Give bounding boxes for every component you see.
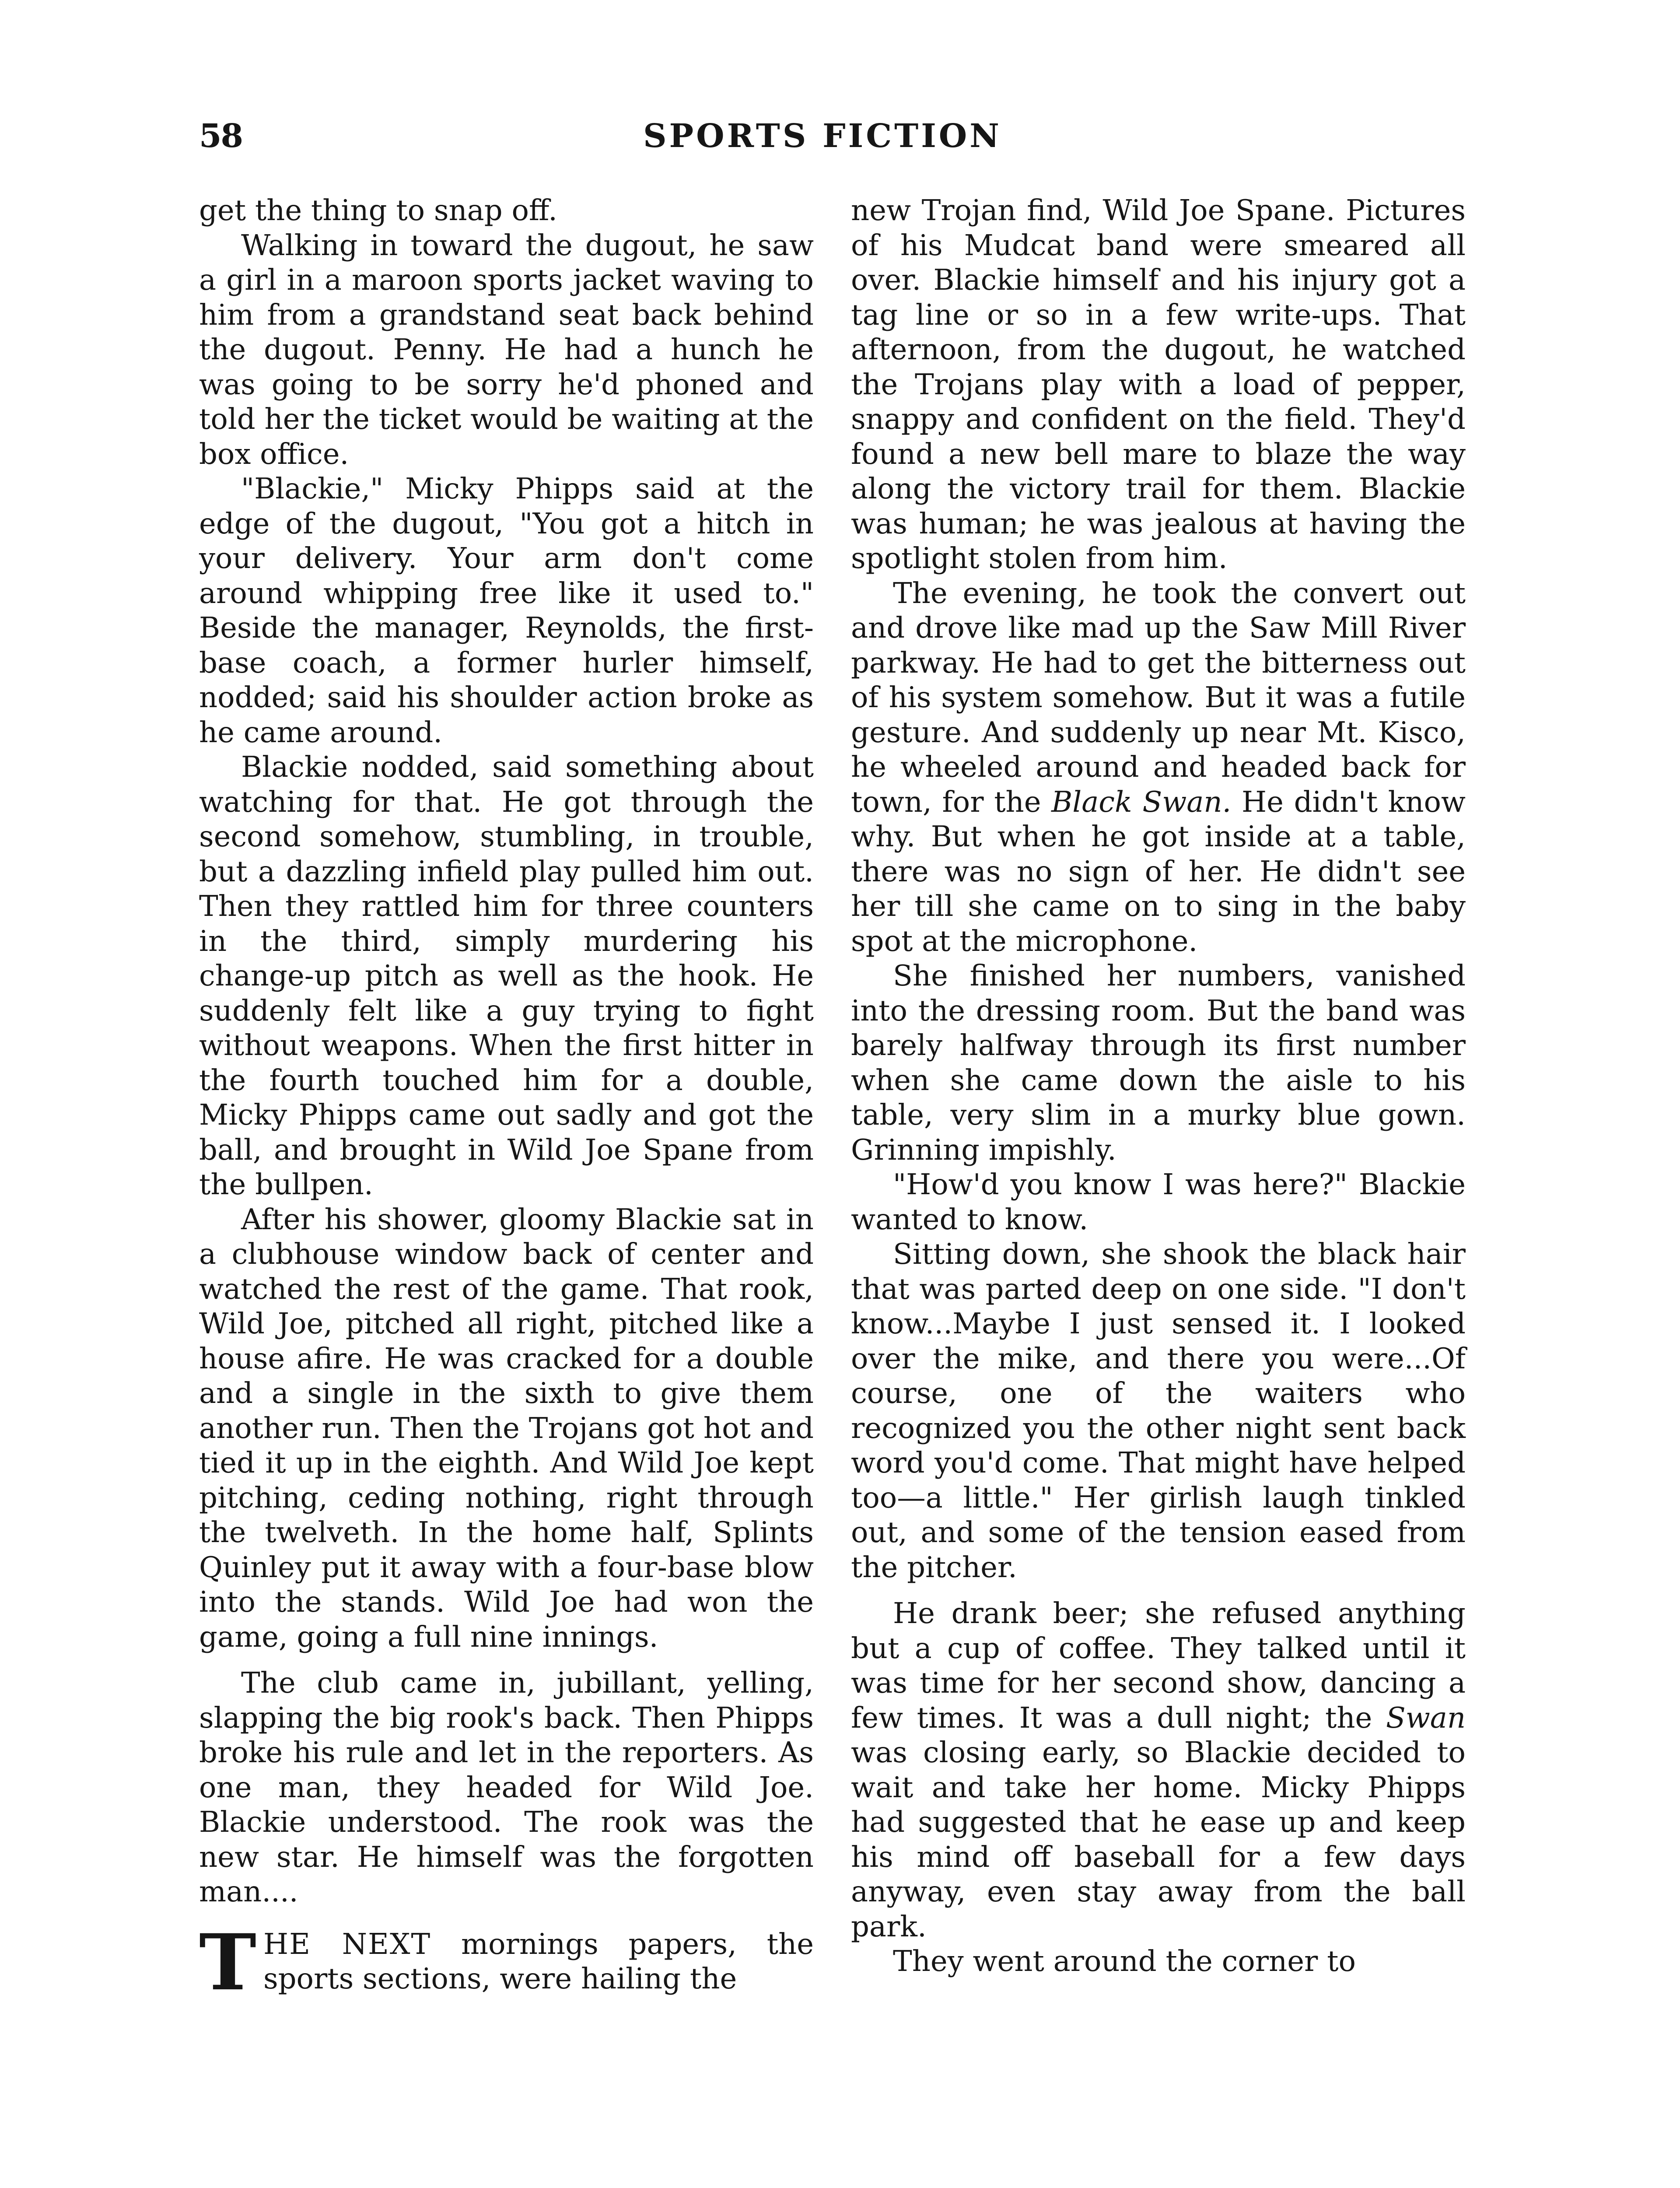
section-opening-paragraph (199, 1917, 814, 2008)
paragraph-text: The evening, he took the convert out and drove like mad up the Saw Mill River parkway. He had to get the bitterness out of his system somehow. But it was a futile gesture. And suddenly up near Mt. Kisco, he wheeled around and headed back for town, for the (851, 576, 1466, 819)
page-number: 58 (199, 117, 242, 155)
paragraph: Sitting down, she shook the black hair that was parted deep on one side. "I don't know...Maybe I just sensed it. I looked over the mike, and there you were...Of course, one of the waiters who recognized you the other night sent back word you'd come. That might have helped too—a little." Her girlish laugh tinkled out, and some of the tension eased from the pitcher. (851, 1238, 1466, 1584)
left-column (199, 193, 814, 2008)
paragraph: She finished her numbers, vanished into the dressing room. But the band was barely halfway through its first number when she came down the aisle to his table, very slim in a murky blue gown. Grinning impishly. (851, 959, 1466, 1167)
paragraph: Walking in toward the dugout, he saw a girl in a maroon sports jacket waving to him from a grandstand seat back behind the dugout. Penny. He had a hunch he was going to be sorry he'd phoned and told her the ticket would be waiting at the box office. (199, 228, 814, 471)
italic-name: Swan (1386, 1701, 1466, 1735)
paragraph: new Trojan find, Wild Joe Spane. Pictures of his Mudcat band were smeared all over. Blackie himself and his injury got a tag line or so in a few write-ups. That afternoon, from the dugout, he watched the Trojans play with a load of pepper, snappy and confident on the field. They'd found a new bell mare to blaze the way along the victory trail for them. Blackie was human; he was jealous at having the spotlight stolen from him. (851, 194, 1466, 575)
paragraph (851, 576, 1466, 959)
paragraph-text: mornings papers, the sports sections, were hailing the (263, 1927, 814, 1995)
paragraph-text: He didn't know why. But when he got inside at a table, there was no sign of her. He didn't see her till she came on to sing in the baby spot at the microphone. (851, 785, 1466, 958)
right-column (851, 193, 1466, 1979)
paragraph: get the thing to snap off. (199, 194, 557, 227)
running-head: SPORTS FICTION (643, 117, 1002, 155)
paragraph: After his shower, gloomy Blackie sat in a clubhouse window back of center and watched the rest of the game. That rook, Wild Joe, pitched all right, pitched like a house afire. He was cracked for a double and a single in the sixth to give them another run. Then the Trojans got hot and tied it up in the eighth. And Wild Joe kept pitching, ceding nothing, right through the twelveth. In the home half, Splints Quinley put it away with a four-base blow into the stands. Wild Joe had won the game, going a full nine innings. (199, 1203, 814, 1654)
paragraph: "Blackie," Micky Phipps said at the edge of the dugout, "You got a hitch in your delivery. Your arm don't come around whipping free like it used to." Beside the manager, Reynolds, the first-base coach, a former hurler himself, nodded; said his shoulder action broke as he came around. (199, 472, 814, 749)
small-caps-lead: HE NEXT (263, 1927, 431, 1961)
drop-cap: T (199, 1917, 256, 2008)
italic-name: Black Swan. (1051, 785, 1232, 819)
paragraph (851, 1596, 1466, 1944)
page-header (199, 117, 1446, 165)
paragraph: Blackie nodded, said something about watching for that. He got through the second somehow, stumbling, in trouble, but a dazzling infield play pulled him out. Then they rattled him for three counters in the third, simply murdering his change-up pitch as well as the hook. He suddenly felt like a guy trying to fight without weapons. When the first hitter in the fourth touched him for a double, Micky Phipps came out sadly and got the ball, and brought in Wild Joe Spane from the bullpen. (199, 750, 814, 1201)
paragraph: "How'd you know I was here?" Blackie wanted to know. (851, 1168, 1466, 1236)
paragraph-text: He drank beer; she refused anything but a cup of coffee. They talked until it was time for her second show, dancing a few times. It was a dull night; the (851, 1597, 1466, 1735)
paragraph-text: was closing early, so Blackie decided to wait and take her home. Micky Phipps had suggested that he ease up and keep his mind off baseball for a few days anyway, even stay away from the ball park. (851, 1736, 1466, 1943)
paragraph: The club came in, jubillant, yelling, slapping the big rook's back. Then Phipps broke his rule and let in the reporters. As one man, they headed for Wild Joe. Blackie understood. The rook was the new star. He himself was the forgotten man.... (199, 1666, 814, 1908)
paragraph: They went around the corner to (893, 1945, 1356, 1978)
